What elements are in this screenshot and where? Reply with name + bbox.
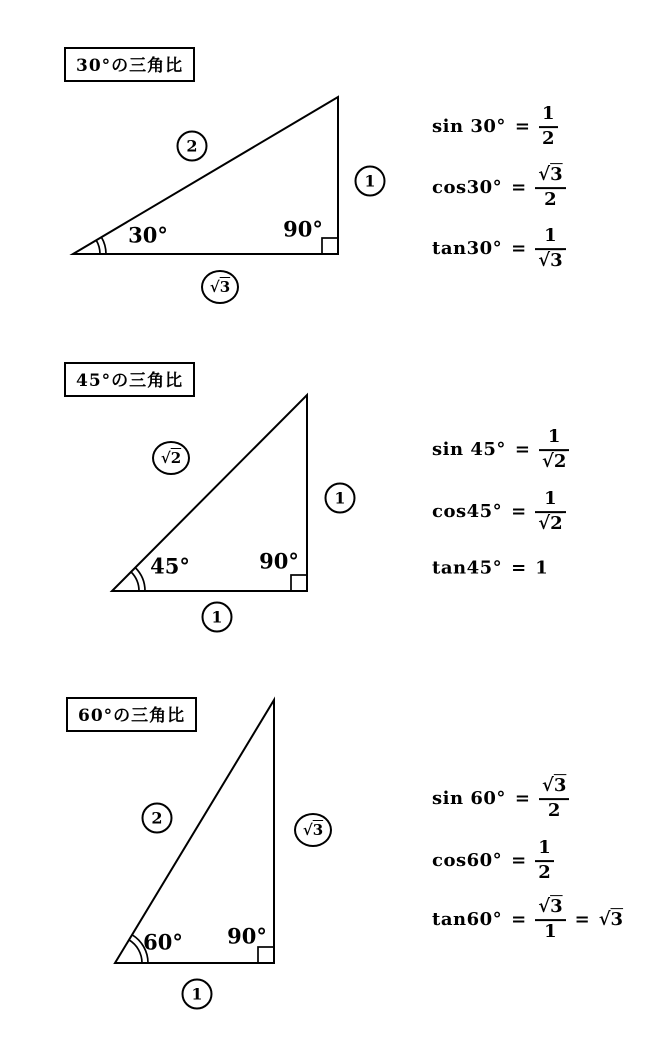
- formula-lhs: tan30°: [432, 238, 503, 260]
- numerator: 1: [544, 488, 557, 510]
- right-angle-label-30: 90°: [283, 216, 323, 242]
- equals-sign: =: [511, 557, 527, 579]
- angle-arc: [101, 237, 106, 254]
- vertical-side-label-45: 1: [325, 483, 356, 514]
- fraction: [535, 839, 554, 883]
- right-angle-mark: [258, 947, 274, 963]
- formula-lhs: cos30°: [432, 177, 503, 199]
- equals-sign: =: [514, 439, 530, 461]
- hypotenuse-label-30: 2: [177, 131, 208, 162]
- formula-tan-60: [432, 898, 623, 942]
- acute-angle-label-45: 45°: [150, 553, 190, 579]
- formula-lhs: cos45°: [432, 501, 503, 523]
- equals-sign: =: [511, 238, 527, 260]
- equals-sign: =: [574, 909, 590, 931]
- base-side-label-45: 1: [202, 602, 233, 633]
- section-title-60: 60°の三角比: [66, 697, 197, 732]
- fraction: [539, 105, 558, 149]
- numerator: 1: [541, 103, 555, 125]
- result-value: 1: [535, 557, 548, 579]
- formula-sin-30: [432, 105, 558, 149]
- numerator: 1: [547, 426, 561, 448]
- fraction: [535, 166, 565, 210]
- right-angle-mark: [291, 575, 307, 591]
- formula-lhs: tan45°: [432, 557, 503, 579]
- formula-tan-30: [432, 227, 566, 271]
- vertical-side-label-60: √3: [294, 813, 332, 847]
- fraction: [535, 227, 565, 271]
- section-title-30: 30°の三角比: [64, 47, 195, 82]
- base-side-label-60: 1: [182, 979, 213, 1010]
- acute-angle-label-30: 30°: [128, 222, 168, 248]
- equals-sign: =: [514, 788, 530, 810]
- formula-sin-45: [432, 428, 569, 472]
- formula-cos-60: [432, 839, 554, 883]
- denominator: 1: [544, 921, 557, 942]
- fraction: [535, 490, 565, 534]
- vertical-side-label-30: 1: [355, 166, 386, 197]
- denominator: √2: [541, 451, 567, 472]
- numerator: 1: [538, 837, 551, 859]
- equals-sign: =: [511, 909, 527, 931]
- denominator: 2: [541, 128, 555, 149]
- angle-arc: [129, 940, 142, 963]
- denominator: 2: [544, 189, 557, 210]
- denominator: 2: [547, 800, 561, 821]
- denominator: 2: [538, 862, 551, 883]
- result-value: √3: [598, 909, 624, 931]
- angle-arc: [96, 240, 100, 254]
- right-angle-label-60: 90°: [227, 923, 267, 949]
- base-side-label-30: √3: [201, 270, 239, 304]
- angle-arc: [131, 572, 139, 591]
- fraction: [539, 428, 569, 472]
- fraction: [539, 777, 569, 821]
- numerator: √3: [538, 164, 563, 186]
- right-angle-mark: [322, 238, 338, 254]
- formula-lhs: tan60°: [432, 909, 503, 931]
- numerator: 1: [544, 225, 557, 247]
- formula-lhs: sin 60°: [432, 788, 506, 810]
- hypotenuse-label-60: 2: [142, 803, 173, 834]
- formula-lhs: cos60°: [432, 850, 503, 872]
- hypotenuse-label-45: √2: [152, 441, 190, 475]
- section-title-45: 45°の三角比: [64, 362, 195, 397]
- equals-sign: =: [511, 177, 527, 199]
- equals-sign: =: [511, 501, 527, 523]
- formula-lhs: sin 45°: [432, 439, 506, 461]
- numerator: √3: [541, 775, 567, 797]
- formula-lhs: sin 30°: [432, 116, 506, 138]
- right-angle-label-45: 90°: [259, 548, 299, 574]
- formula-cos-45: [432, 490, 566, 534]
- equals-sign: =: [514, 116, 530, 138]
- formula-cos-30: [432, 166, 566, 210]
- numerator: √3: [538, 896, 563, 918]
- formula-tan-45: [432, 558, 548, 579]
- denominator: √2: [538, 513, 563, 534]
- formula-sin-60: [432, 777, 569, 821]
- equals-sign: =: [511, 850, 527, 872]
- denominator: √3: [538, 250, 563, 271]
- fraction: [535, 898, 565, 942]
- acute-angle-label-60: 60°: [143, 929, 183, 955]
